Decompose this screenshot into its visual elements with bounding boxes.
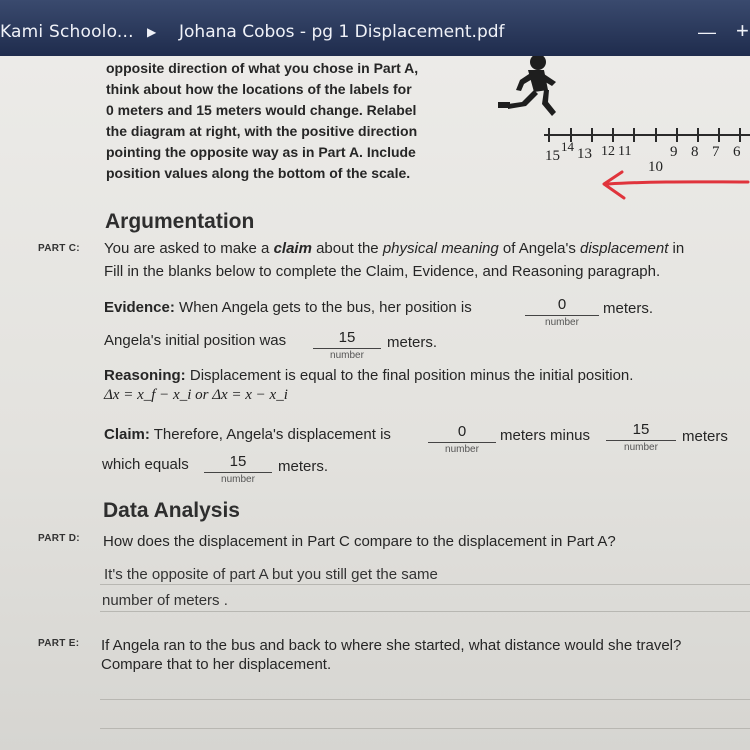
meters-unit: meters	[682, 428, 728, 445]
scale-tick	[655, 128, 657, 142]
claim-final-field[interactable]	[428, 422, 496, 455]
claim-line: Claim: Therefore, Angela's displacement is	[104, 426, 391, 443]
which-equals-text: which equals	[102, 456, 189, 473]
answer-rule	[100, 728, 750, 729]
meters-unit: meters.	[603, 300, 654, 317]
part-e-question-line-1: If Angela ran to the bus and back to where she started, what distance would she travel?	[101, 637, 682, 654]
minimize-button[interactable]: —	[698, 22, 716, 42]
number-caption: number	[624, 442, 658, 453]
positive-direction-arrow	[596, 168, 750, 216]
displacement-formula: Δx = x_f − x_i or Δx = x − x_i	[104, 387, 288, 403]
scale-tick	[548, 128, 550, 142]
field-value: 15	[338, 329, 356, 346]
field-value: 15	[632, 421, 650, 438]
scale-label-15: 15	[545, 148, 560, 164]
part-c-label: PART C:	[38, 243, 80, 254]
browser-tab-label[interactable]: Kami Schoolo...	[0, 22, 134, 42]
claim-initial-field[interactable]	[606, 420, 676, 453]
scale-tick	[739, 128, 741, 142]
scale-tick	[633, 128, 635, 142]
part-d-label: PART D:	[38, 533, 80, 544]
kami-title-bar	[0, 0, 750, 56]
intro-line-5: pointing the opposite way as in Part A. Include	[106, 144, 416, 160]
meters-minus-text: meters minus	[500, 427, 591, 444]
scale-tick	[612, 128, 614, 142]
intro-line-1: opposite direction of what you chose in Part A,	[106, 60, 419, 76]
scale-label-14: 14	[561, 139, 574, 154]
scale-tick	[591, 128, 593, 142]
scale-label-9: 9	[670, 144, 678, 160]
part-d-question: How does the displacement in Part C compare to the displacement in Part A?	[103, 533, 616, 550]
section-title-argumentation: Argumentation	[105, 210, 255, 233]
scale-label-7: 7	[712, 144, 720, 160]
scale-label-11: 11	[618, 144, 632, 159]
part-d-answer-line-1[interactable]: It's the opposite of part A but you still get the same	[104, 566, 438, 583]
part-c-prompt-line-1: You are asked to make a claim about the physical meaning of Angela's displacement in	[104, 240, 685, 257]
section-title-data-analysis: Data Analysis	[103, 499, 240, 522]
zoom-in-button[interactable]: +	[736, 18, 749, 43]
part-c-prompt-line-2: Fill in the blanks below to complete the Claim, Evidence, and Reasoning paragraph.	[104, 263, 661, 280]
scale-tick	[676, 128, 678, 142]
scale-label-12: 12	[601, 144, 615, 159]
intro-line-6: position values along the bottom of the scale.	[106, 165, 411, 181]
number-caption: number	[330, 350, 364, 361]
scale-tick	[697, 128, 699, 142]
pdf-page	[0, 56, 750, 750]
part-d-answer-line-2[interactable]: number of meters .	[102, 592, 228, 609]
scale-label-10: 10	[648, 159, 663, 175]
meters-unit: meters.	[278, 458, 329, 475]
answer-rule	[100, 584, 750, 585]
part-e-question-line-2: Compare that to her displacement.	[101, 656, 332, 673]
scale-label-8: 8	[691, 144, 699, 160]
initial-position-field[interactable]	[313, 328, 381, 361]
chevron-right-icon: ▶	[147, 25, 157, 39]
claim-result-field[interactable]	[204, 452, 272, 485]
evidence-final-position-field[interactable]	[525, 295, 599, 328]
field-value: 0	[557, 296, 567, 313]
scale-label-13: 13	[577, 146, 592, 162]
scale-label-6: 6	[733, 144, 741, 160]
field-value: 0	[457, 423, 467, 440]
answer-rule	[100, 611, 750, 612]
intro-line-3: 0 meters and 15 meters would change. Relabel	[106, 102, 417, 118]
number-caption: number	[221, 474, 255, 485]
reasoning-line: Reasoning: Displacement is equal to the final position minus the initial position.	[104, 367, 634, 384]
intro-line-2: think about how the locations of the labels for	[106, 81, 412, 97]
field-value: 15	[229, 453, 247, 470]
running-person-figure	[494, 56, 564, 126]
meters-unit: meters.	[387, 334, 438, 351]
answer-rule	[100, 699, 750, 700]
part-e-label: PART E:	[38, 638, 80, 649]
initial-position-line: Angela's initial position was	[104, 332, 287, 349]
scale-tick	[718, 128, 720, 142]
evidence-line: Evidence: When Angela gets to the bus, her position is	[104, 299, 472, 316]
document-title: Johana Cobos - pg 1 Displacement.pdf	[179, 22, 505, 42]
number-caption: number	[545, 317, 579, 328]
intro-line-4: the diagram at right, with the positive direction	[106, 123, 418, 139]
number-caption: number	[445, 444, 479, 455]
